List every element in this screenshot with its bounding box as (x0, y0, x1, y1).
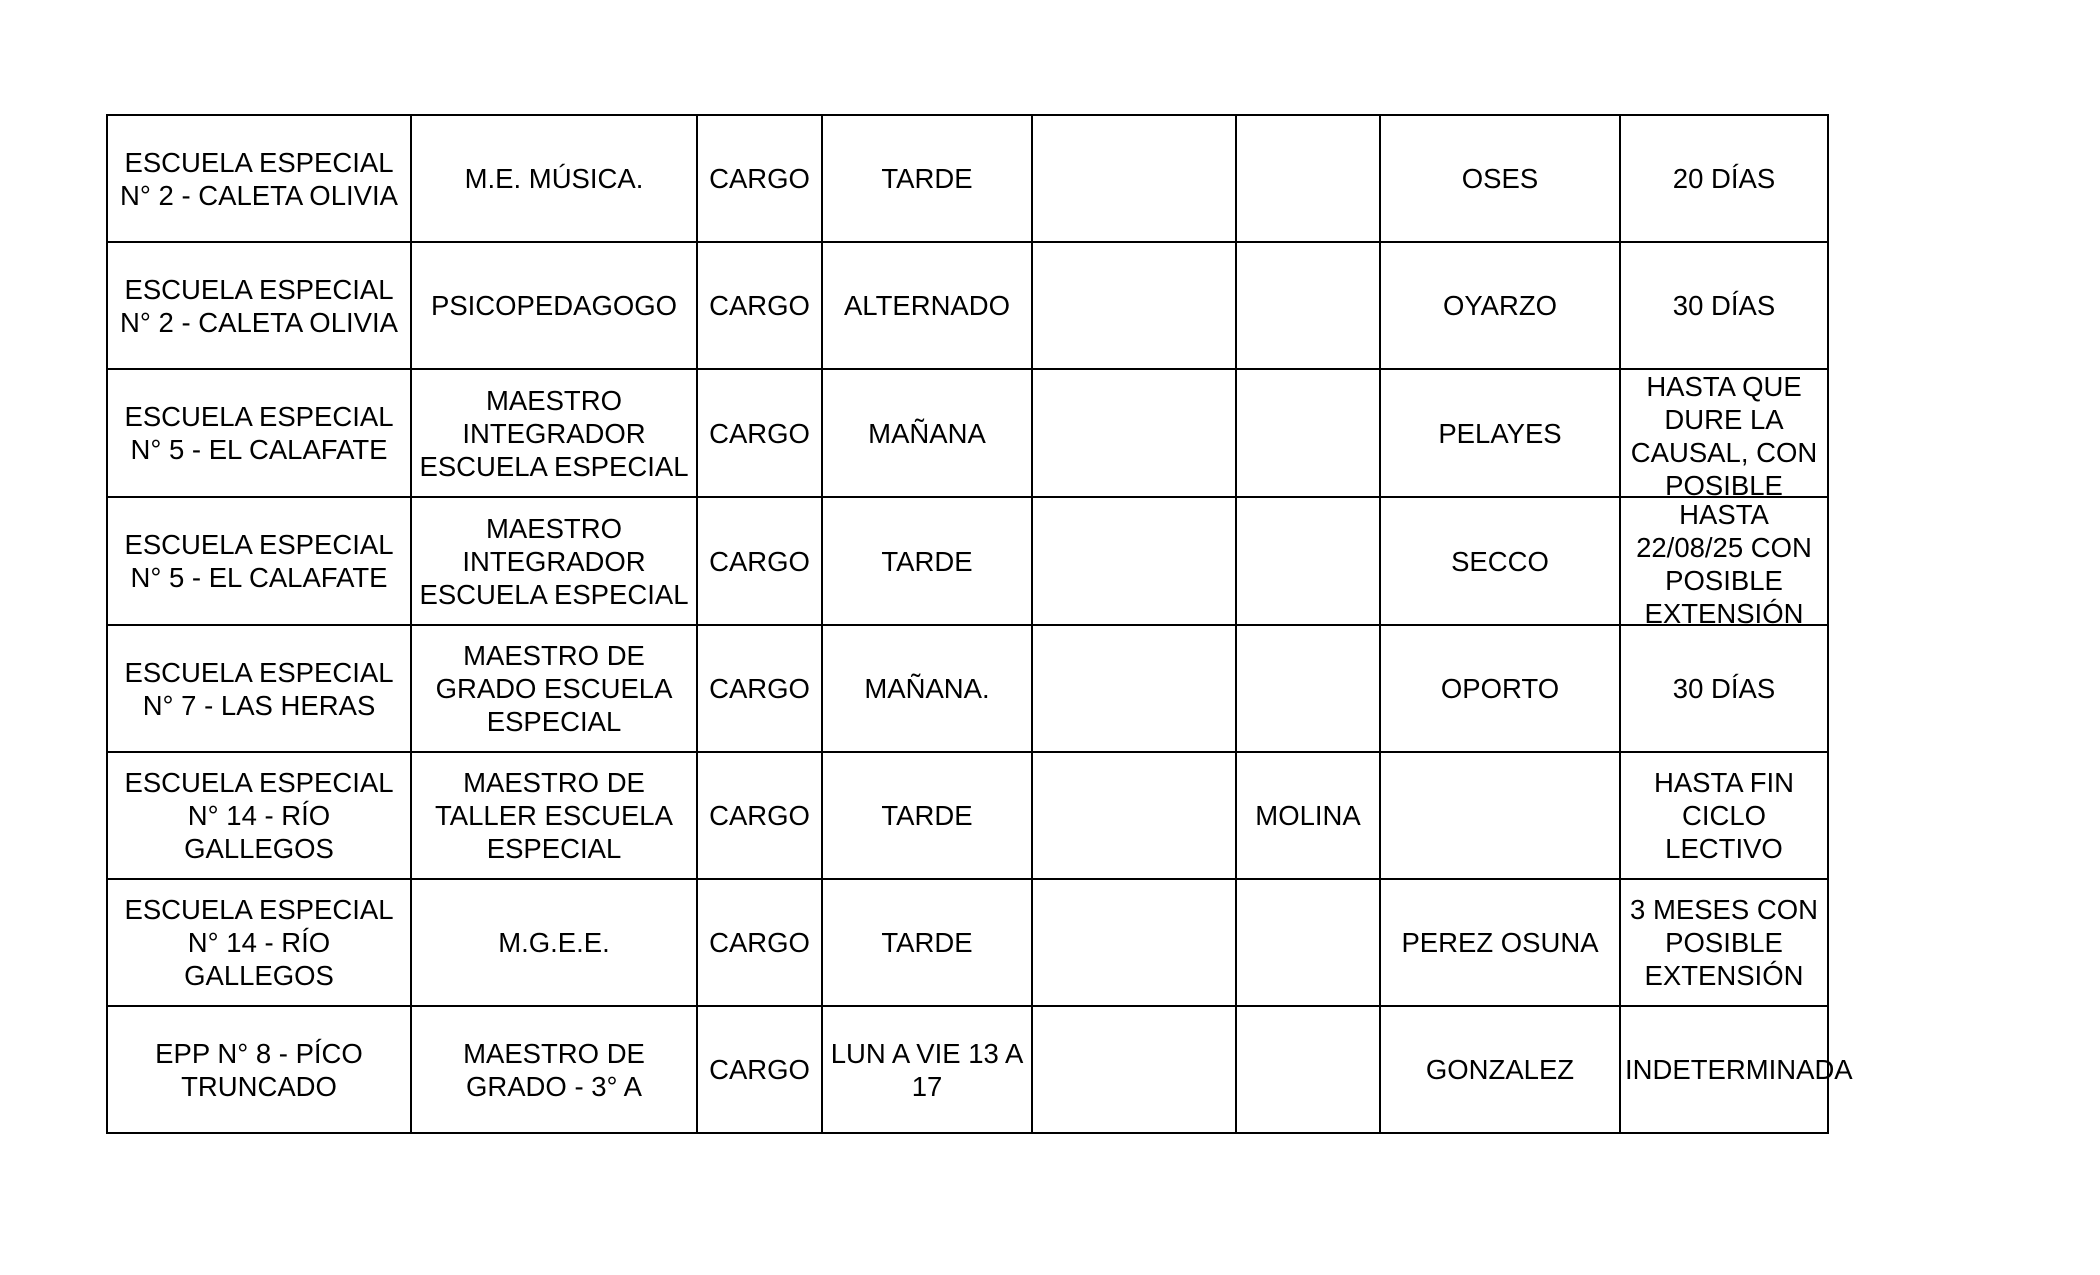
name-cell (1380, 879, 1620, 1006)
column6-cell (1236, 115, 1380, 242)
name-cell-text: PEREZ OSUNA (1401, 927, 1599, 958)
type-cell-text: CARGO (709, 417, 810, 449)
type-cell-text: CARGO (709, 927, 810, 958)
column6-cell (1236, 879, 1380, 1006)
school-cell-text: ESCUELA ESPECIAL N° 2 - CALETA OLIVIA (120, 273, 398, 338)
position-cell (411, 497, 697, 625)
name-cell-text: PELAYES (1438, 417, 1562, 449)
duration-cell (1620, 625, 1828, 752)
type-cell (697, 1006, 822, 1133)
name-cell-text: GONZALEZ (1425, 1054, 1575, 1085)
school-cell (107, 115, 411, 242)
name-cell-text: OPORTO (1440, 673, 1560, 704)
name-cell (1380, 115, 1620, 242)
school-cell (107, 752, 411, 879)
position-cell-text: MAESTRO DE TALLER ESCUELA ESPECIAL (435, 767, 673, 864)
name-cell-text: OSES (1461, 163, 1539, 194)
duration-cell (1620, 1006, 1853, 1133)
name-cell (1380, 1006, 1620, 1133)
table-row (107, 752, 1828, 879)
name-cell (1380, 752, 1620, 879)
column5-cell (1032, 115, 1236, 242)
type-cell (697, 752, 822, 879)
shift-cell (822, 1006, 1032, 1133)
position-cell-text: M.E. MÚSICA. (464, 163, 644, 194)
school-cell-text: ESCUELA ESPECIAL N° 5 - EL CALAFATE (124, 401, 394, 465)
name-cell (1380, 369, 1620, 497)
school-cell (107, 497, 411, 625)
name-cell (1380, 625, 1620, 752)
duration-cell-text: INDETERMINADA (1625, 1054, 1853, 1085)
shift-cell-text: ALTERNADO (843, 290, 1011, 321)
table-row (107, 369, 1828, 497)
shift-cell-text: LUN A VIE 13 A 17 (830, 1037, 1024, 1102)
type-cell (697, 879, 822, 1006)
column5-cell (1032, 879, 1236, 1006)
duration-cell-text: 30 DÍAS (1672, 290, 1776, 321)
position-cell-text: MAESTRO DE GRADO ESCUELA ESPECIAL (435, 640, 673, 737)
school-cell (107, 879, 411, 1006)
column5-cell (1032, 369, 1236, 497)
school-cell (107, 1006, 411, 1133)
duration-cell (1620, 242, 1828, 369)
position-cell-text: MAESTRO INTEGRADOR ESCUELA ESPECIAL (419, 384, 689, 482)
shift-cell (822, 242, 1032, 369)
table-body (107, 115, 1853, 1133)
school-cell (107, 625, 411, 752)
assignments-table (106, 114, 1853, 1134)
column6-cell (1236, 625, 1380, 752)
type-cell (697, 369, 822, 497)
type-cell (697, 115, 822, 242)
column5-cell (1032, 752, 1236, 879)
duration-cell-text: 30 DÍAS (1672, 673, 1776, 704)
name-cell-text: OYARZO (1442, 290, 1558, 321)
position-cell (411, 369, 697, 497)
school-cell-text: ESCUELA ESPECIAL N° 7 - LAS HERAS (124, 656, 394, 721)
shift-cell-text: TARDE (881, 163, 973, 194)
column6-cell-text: MOLINA (1255, 800, 1361, 831)
column6-cell (1236, 752, 1380, 879)
shift-cell (822, 625, 1032, 752)
shift-cell-text: MAÑANA. (864, 673, 990, 704)
column6-cell (1236, 242, 1380, 369)
duration-cell-text: HASTA QUE DURE LA CAUSAL, CON POSIBLE (1630, 371, 1818, 501)
name-cell (1380, 497, 1620, 625)
school-cell-text: EPP N° 8 - PÍCO TRUNCADO (155, 1037, 363, 1102)
shift-cell (822, 497, 1032, 625)
position-cell (411, 1006, 697, 1133)
shift-cell-text: TARDE (881, 927, 973, 958)
column5-cell (1032, 1006, 1236, 1133)
school-cell-text: ESCUELA ESPECIAL N° 14 - RÍO GALLEGOS (124, 894, 394, 991)
duration-cell (1620, 752, 1828, 879)
school-cell (107, 242, 411, 369)
duration-cell-text: 3 MESES CON POSIBLE EXTENSIÓN (1630, 894, 1818, 991)
shift-cell-text: TARDE (881, 800, 973, 831)
shift-cell (822, 879, 1032, 1006)
shift-cell-text: TARDE (881, 545, 973, 577)
table-row (107, 242, 1828, 369)
school-cell-text: ESCUELA ESPECIAL N° 2 - CALETA OLIVIA (120, 146, 398, 211)
type-cell-text: CARGO (709, 163, 810, 194)
shift-cell (822, 115, 1032, 242)
position-cell-text: MAESTRO DE GRADO - 3° A (463, 1037, 645, 1102)
table-row (107, 1006, 1828, 1133)
duration-cell (1620, 115, 1828, 242)
position-cell (411, 879, 697, 1006)
type-cell-text: CARGO (709, 673, 810, 704)
duration-cell (1620, 879, 1828, 1006)
position-cell-text: MAESTRO INTEGRADOR ESCUELA ESPECIAL (419, 512, 689, 610)
shift-cell (822, 752, 1032, 879)
table-row (107, 497, 1828, 625)
column6-cell (1236, 369, 1380, 497)
type-cell-text: CARGO (709, 290, 810, 321)
type-cell-text: CARGO (709, 545, 810, 577)
type-cell-text: CARGO (709, 1054, 810, 1085)
table-row (107, 115, 1828, 242)
position-cell (411, 752, 697, 879)
column5-cell (1032, 242, 1236, 369)
duration-cell-text: HASTA 22/08/25 CON POSIBLE EXTENSIÓN (1636, 499, 1812, 629)
duration-cell-text: HASTA FIN CICLO LECTIVO (1653, 767, 1795, 864)
duration-cell (1620, 369, 1828, 501)
shift-cell-text: MAÑANA (868, 417, 986, 449)
column6-cell (1236, 1006, 1380, 1133)
column5-cell (1032, 625, 1236, 752)
school-cell-text: ESCUELA ESPECIAL N° 14 - RÍO GALLEGOS (124, 767, 394, 864)
table-row (107, 625, 1828, 752)
position-cell-text: M.G.E.E. (498, 927, 610, 958)
shift-cell (822, 369, 1032, 497)
type-cell-text: CARGO (709, 800, 810, 831)
position-cell (411, 242, 697, 369)
duration-cell (1620, 497, 1828, 629)
name-cell-text: SECCO (1451, 545, 1549, 577)
name-cell (1380, 242, 1620, 369)
type-cell (697, 497, 822, 625)
type-cell (697, 625, 822, 752)
type-cell (697, 242, 822, 369)
position-cell-text: PSICOPEDAGOGO (430, 290, 678, 321)
duration-cell-text: 20 DÍAS (1672, 163, 1776, 194)
school-cell-text: ESCUELA ESPECIAL N° 5 - EL CALAFATE (124, 529, 394, 593)
position-cell (411, 115, 697, 242)
column5-cell (1032, 497, 1236, 625)
position-cell (411, 625, 697, 752)
school-cell (107, 369, 411, 497)
column6-cell (1236, 497, 1380, 625)
table-row (107, 879, 1828, 1006)
